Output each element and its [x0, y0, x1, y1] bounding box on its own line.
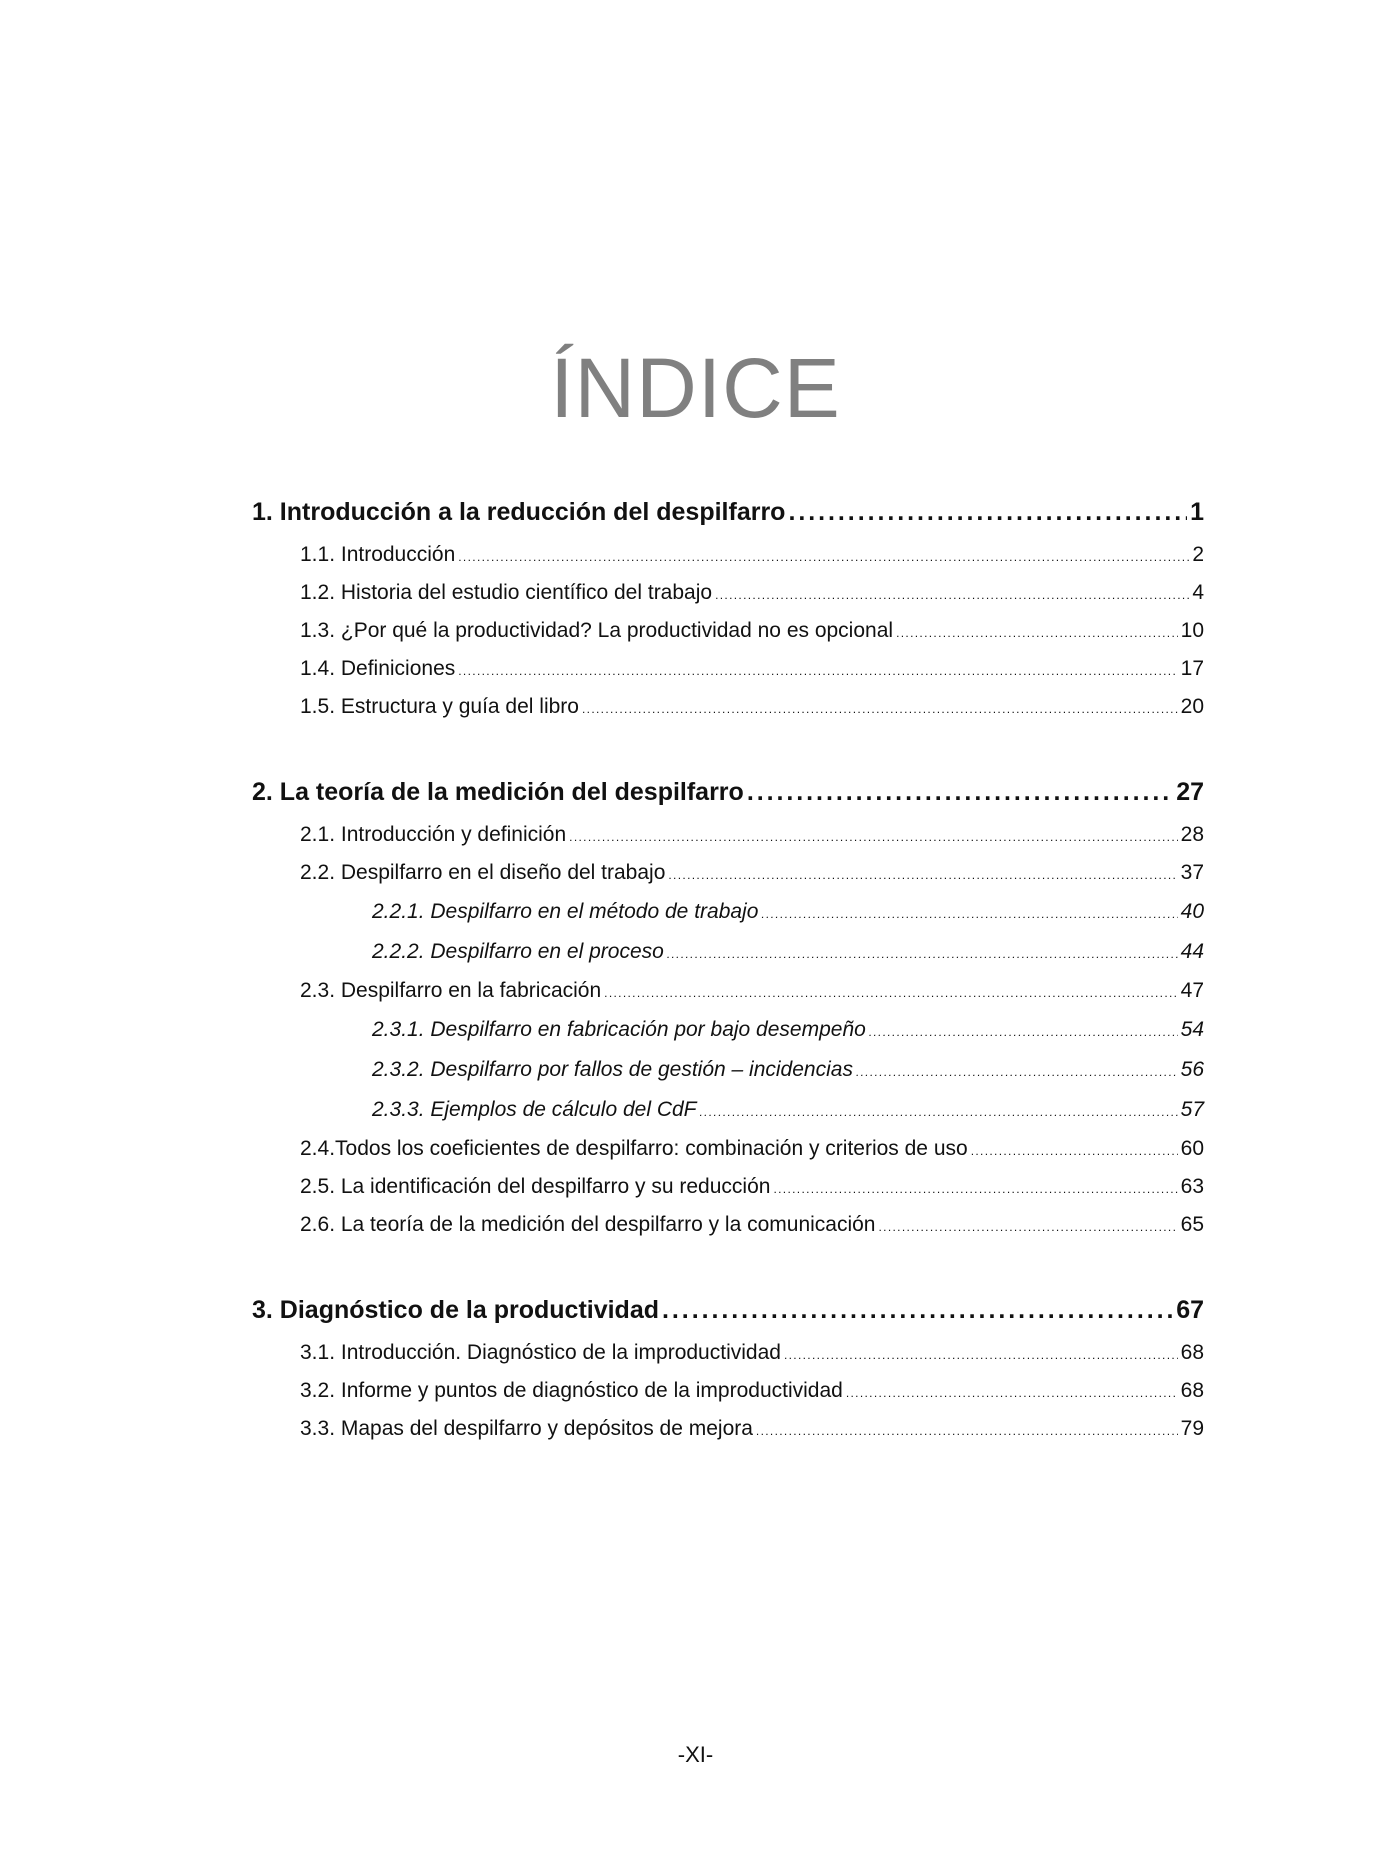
toc-entry[interactable]: [252, 612, 1204, 650]
entry-label: 2.3.3. Ejemplos de cálculo del CdF: [372, 1098, 697, 1121]
dot-leader: [761, 894, 1177, 934]
entry-label: 3.3. Mapas del despilfarro y depósitos de mejora: [300, 1417, 753, 1440]
page-number: 79: [1180, 1417, 1204, 1440]
dot-leader: [856, 1052, 1178, 1092]
toc-entry[interactable]: [252, 536, 1204, 574]
dot-leader: [667, 934, 1178, 974]
entry-label: 1.2. Historia del estudio científico del trabajo: [300, 581, 713, 604]
entry-label: 2.3. Despilfarro en la fabricación: [300, 979, 602, 1002]
entry-label: 1.3. ¿Por qué la productividad? La productividad no es opcional: [300, 619, 894, 642]
dot-leader: [869, 1012, 1178, 1052]
chapter-title: 1. Introducción a la reducción del despilfarro: [252, 498, 786, 526]
toc-entry[interactable]: [252, 854, 1204, 892]
dot-leader: [879, 1208, 1178, 1246]
dot-leader: [458, 538, 1189, 576]
entry-label: 1.4. Definiciones: [300, 657, 456, 680]
toc-entry[interactable]: [252, 650, 1204, 688]
dot-leader: [662, 1290, 1173, 1330]
chapter-heading[interactable]: [252, 772, 1204, 812]
dot-leader: [846, 1374, 1178, 1412]
dot-leader: [971, 1132, 1178, 1170]
entry-label: 2.3.2. Despilfarro por fallos de gestión – incidencias: [372, 1058, 853, 1081]
dot-leader: [788, 492, 1187, 532]
entry-label: 1.5. Estructura y guía del libro: [300, 695, 579, 718]
entry-label: 2.2.1. Despilfarro en el método de trabajo: [372, 900, 759, 923]
page-number: 54: [1180, 1018, 1204, 1041]
entry-label: 2.3.1. Despilfarro en fabricación por bajo desempeño: [372, 1018, 866, 1041]
dot-leader: [715, 576, 1189, 614]
chapter-2: [252, 772, 1204, 1244]
chapter-heading[interactable]: [252, 492, 1204, 532]
page-number: 60: [1180, 1137, 1204, 1160]
toc-entry[interactable]: [252, 1130, 1204, 1168]
page-number: 44: [1180, 940, 1204, 963]
entry-label: 2.5. La identificación del despilfarro y su reducción: [300, 1175, 771, 1198]
entry-label: 2.4.Todos los coeficientes de despilfarro: combinación y criterios de uso: [300, 1137, 968, 1160]
toc-subentry[interactable]: [252, 1090, 1204, 1130]
dot-leader: [784, 1336, 1178, 1374]
table-of-contents: [252, 492, 1204, 1494]
toc-entry[interactable]: [252, 1168, 1204, 1206]
chapter-3: [252, 1290, 1204, 1448]
page-number: 67: [1176, 1296, 1204, 1324]
page-folio: -XI-: [677, 1742, 714, 1767]
chapter-title: 2. La teoría de la medición del despilfarro: [252, 778, 744, 806]
dot-leader: [756, 1412, 1178, 1450]
dot-leader: [896, 614, 1178, 652]
toc-subentry[interactable]: [252, 1050, 1204, 1090]
chapter-1: [252, 492, 1204, 726]
page-number: 68: [1180, 1379, 1204, 1402]
page-number: 68: [1180, 1341, 1204, 1364]
page-number: 17: [1180, 657, 1204, 680]
toc-entry[interactable]: [252, 816, 1204, 854]
entry-label: 2.6. La teoría de la medición del despilfarro y la comunicación: [300, 1213, 876, 1236]
page-number: 28: [1180, 823, 1204, 846]
page-number: 37: [1180, 861, 1204, 884]
dot-leader: [604, 974, 1177, 1012]
toc-subentry[interactable]: [252, 892, 1204, 932]
page-number: 10: [1180, 619, 1204, 642]
page-number: 63: [1180, 1175, 1204, 1198]
dot-leader: [458, 652, 1177, 690]
dot-leader: [569, 818, 1177, 856]
chapter-title: 3. Diagnóstico de la productividad: [252, 1296, 660, 1324]
chapter-heading[interactable]: [252, 1290, 1204, 1330]
entry-label: 2.2.2. Despilfarro en el proceso: [372, 940, 664, 963]
entry-label: 3.2. Informe y puntos de diagnóstico de la improductividad: [300, 1379, 843, 1402]
page-number: 4: [1192, 581, 1204, 604]
toc-entry[interactable]: [252, 688, 1204, 726]
page-number: 40: [1180, 900, 1204, 923]
dot-leader: [700, 1092, 1178, 1132]
dot-leader: [668, 856, 1177, 894]
entry-label: 1.1. Introducción: [300, 543, 456, 566]
toc-entry[interactable]: [252, 972, 1204, 1010]
toc-entry[interactable]: [252, 1410, 1204, 1448]
page-number: 27: [1176, 778, 1204, 806]
page-number: 56: [1180, 1058, 1204, 1081]
page-number: 65: [1180, 1213, 1204, 1236]
page-number: 57: [1180, 1098, 1204, 1121]
entry-label: 2.1. Introducción y definición: [300, 823, 567, 846]
toc-entry[interactable]: [252, 574, 1204, 612]
page-title: ÍNDICE: [550, 341, 841, 436]
dot-leader: [773, 1170, 1177, 1208]
page-number: 20: [1180, 695, 1204, 718]
toc-subentry[interactable]: [252, 932, 1204, 972]
entry-label: 3.1. Introducción. Diagnóstico de la improductividad: [300, 1341, 781, 1364]
entry-label: 2.2. Despilfarro en el diseño del trabajo: [300, 861, 666, 884]
page-number: 47: [1180, 979, 1204, 1002]
dot-leader: [747, 772, 1173, 812]
toc-entry[interactable]: [252, 1372, 1204, 1410]
page-number: 2: [1192, 543, 1204, 566]
page-number: 1: [1190, 498, 1204, 526]
toc-entry[interactable]: [252, 1334, 1204, 1372]
toc-subentry[interactable]: [252, 1010, 1204, 1050]
dot-leader: [582, 690, 1178, 728]
toc-entry[interactable]: [252, 1206, 1204, 1244]
